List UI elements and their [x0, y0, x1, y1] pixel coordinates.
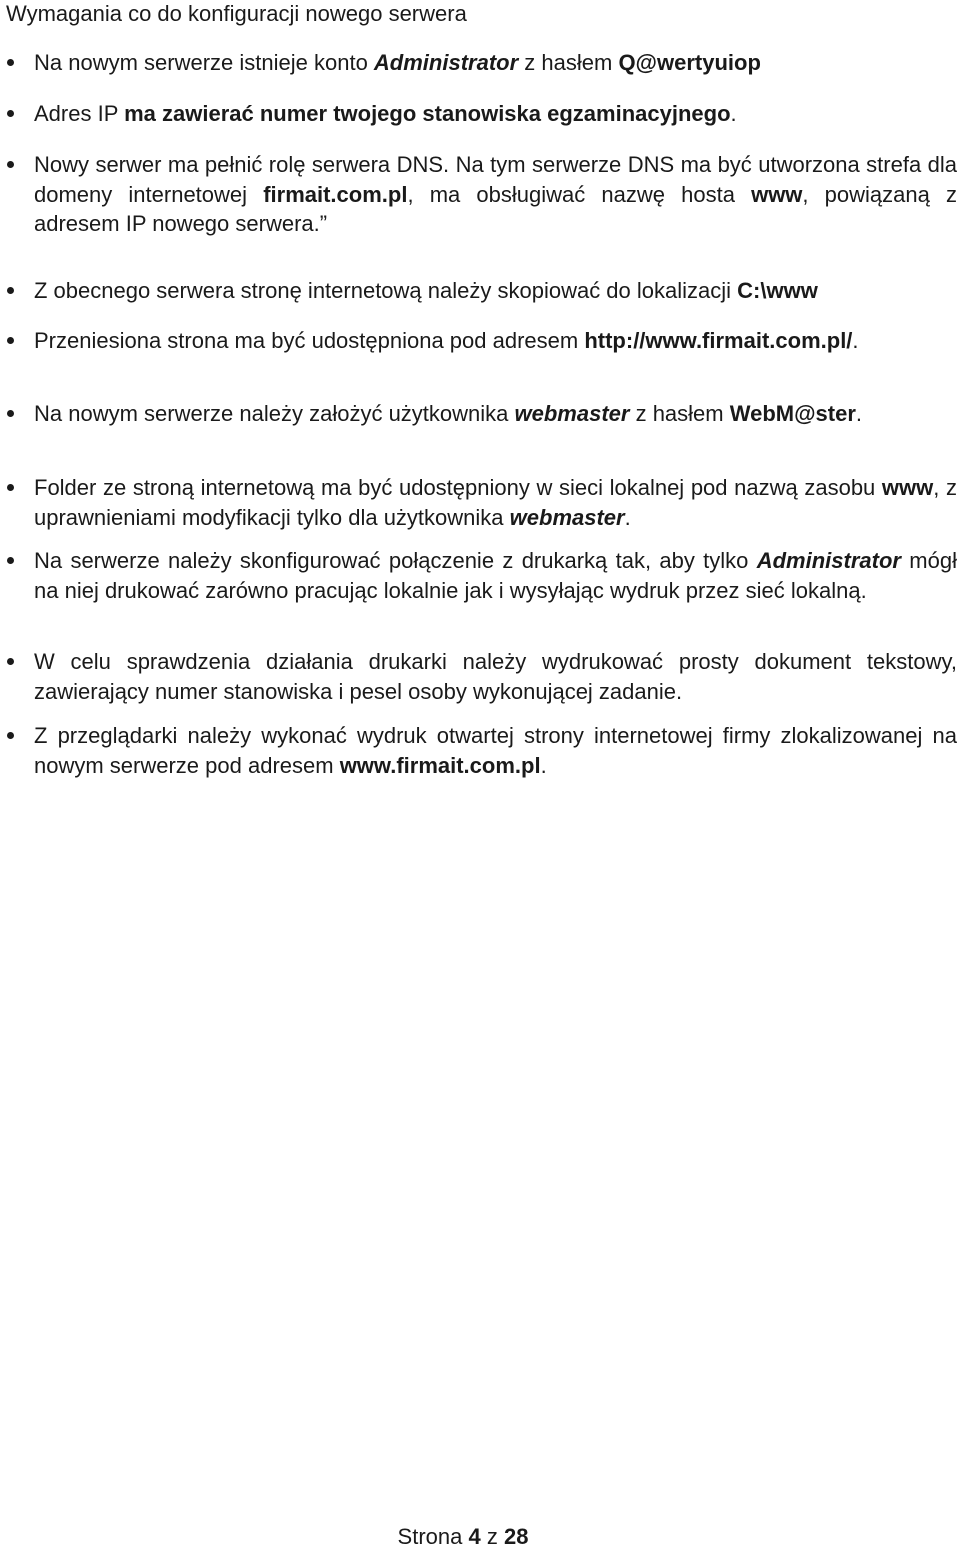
item-text: Z obecnego serwera stronę internetową należy skopiować do lokalizacji: [34, 278, 738, 303]
page-number-total: 28: [503, 1524, 529, 1549]
list-item: [34, 99, 957, 129]
item-text: Nowy serwer ma pełnić rolę serwera DNS. Na tym serwerze DNS ma być utworzona strefa dla domeny internetowej: [34, 152, 957, 207]
bullet-icon: [7, 287, 14, 294]
list-item: [34, 276, 957, 306]
page-footer: [0, 1524, 960, 1550]
page-number-current: 4: [468, 1524, 481, 1549]
item-text: Na nowym serwerze należy założyć użytkownika: [34, 401, 515, 426]
page-number: [398, 1524, 529, 1550]
list-item: [34, 48, 957, 78]
item-text-bold: firmait.com.pl: [263, 181, 408, 207]
bullet-icon: [7, 732, 14, 739]
bullet-icon: [7, 557, 14, 564]
bullet-icon: [7, 484, 14, 491]
item-text-bold: www.firmait.com.pl: [339, 752, 541, 778]
bullet-icon: [7, 337, 14, 344]
item-text-bold-italic: Administrator: [373, 50, 519, 75]
list-item: [34, 473, 957, 532]
item-text: .: [855, 401, 863, 426]
page-number-prefix: Strona: [397, 1524, 469, 1549]
item-text: .: [624, 504, 631, 530]
list-item: [34, 399, 957, 429]
item-text: z hasłem: [518, 50, 619, 75]
item-text: Z przeglądarki należy wykonać wydruk otwartej strony internetowej firmy zlokalizowanej na nowym serwerze pod adresem: [34, 723, 957, 778]
item-text: , z uprawnieniami modyfikacji tylko dla użytkownika: [34, 475, 957, 530]
item-text-bold: Q@wertyuiop: [618, 50, 761, 75]
item-text: Folder ze stroną internetową ma być udostępniony w sieci lokalnej pod nazwą zasobu: [34, 475, 882, 500]
item-text: , powiązaną z adresem IP nowego serwera.”: [34, 181, 958, 236]
item-text: .: [852, 328, 859, 353]
item-text-bold: http://www.firmait.com.pl/: [584, 328, 853, 353]
item-text-bold: www: [881, 475, 934, 500]
item-text: .: [730, 101, 737, 126]
item-text-bold-italic: Administrator: [756, 548, 901, 573]
bullet-icon: [7, 161, 14, 168]
list-item: [34, 647, 957, 706]
list-item: [34, 546, 957, 605]
section-heading: Wymagania co do konfiguracji nowego serwera: [6, 1, 467, 26]
bullet-icon: [7, 110, 14, 117]
list-item: [34, 326, 957, 356]
item-text-bold: www: [751, 181, 803, 207]
item-text: mógł na niej drukować zarówno pracując lokalnie jak i wysyłając wydruk przez sieć lokalną.: [34, 548, 957, 603]
item-text: Na serwerze należy skonfigurować połączenie z drukarką tak, aby tylko: [34, 548, 757, 573]
item-text-bold: C:\www: [737, 278, 818, 303]
item-text: .: [540, 752, 547, 778]
item-text: z hasłem: [629, 401, 730, 426]
bullet-icon: [7, 410, 14, 417]
item-text-bold-italic: webmaster: [509, 504, 625, 530]
bullet-icon: [7, 59, 14, 66]
list-item: [34, 150, 957, 239]
item-text-bold: WebM@ster: [729, 401, 856, 426]
item-text-bold: ma zawierać numer twojego stanowiska egzaminacyjnego: [124, 101, 731, 126]
item-text: Na nowym serwerze istnieje konto: [34, 50, 374, 75]
item-text: Przeniesiona strona ma być udostępniona pod adresem: [34, 328, 585, 353]
item-text: Adres IP: [34, 101, 125, 126]
item-text: W celu sprawdzenia działania drukarki należy wydrukować prosty dokument tekstowy, zawierający numer stanowiska i pesel osoby wykonującej zadanie.: [34, 649, 957, 704]
bullet-icon: [7, 658, 14, 665]
item-text: , ma obsługiwać nazwę hosta: [407, 181, 752, 207]
item-text-bold-italic: webmaster: [514, 401, 630, 426]
list-item: [34, 721, 957, 780]
page-number-middle: z: [480, 1524, 504, 1549]
